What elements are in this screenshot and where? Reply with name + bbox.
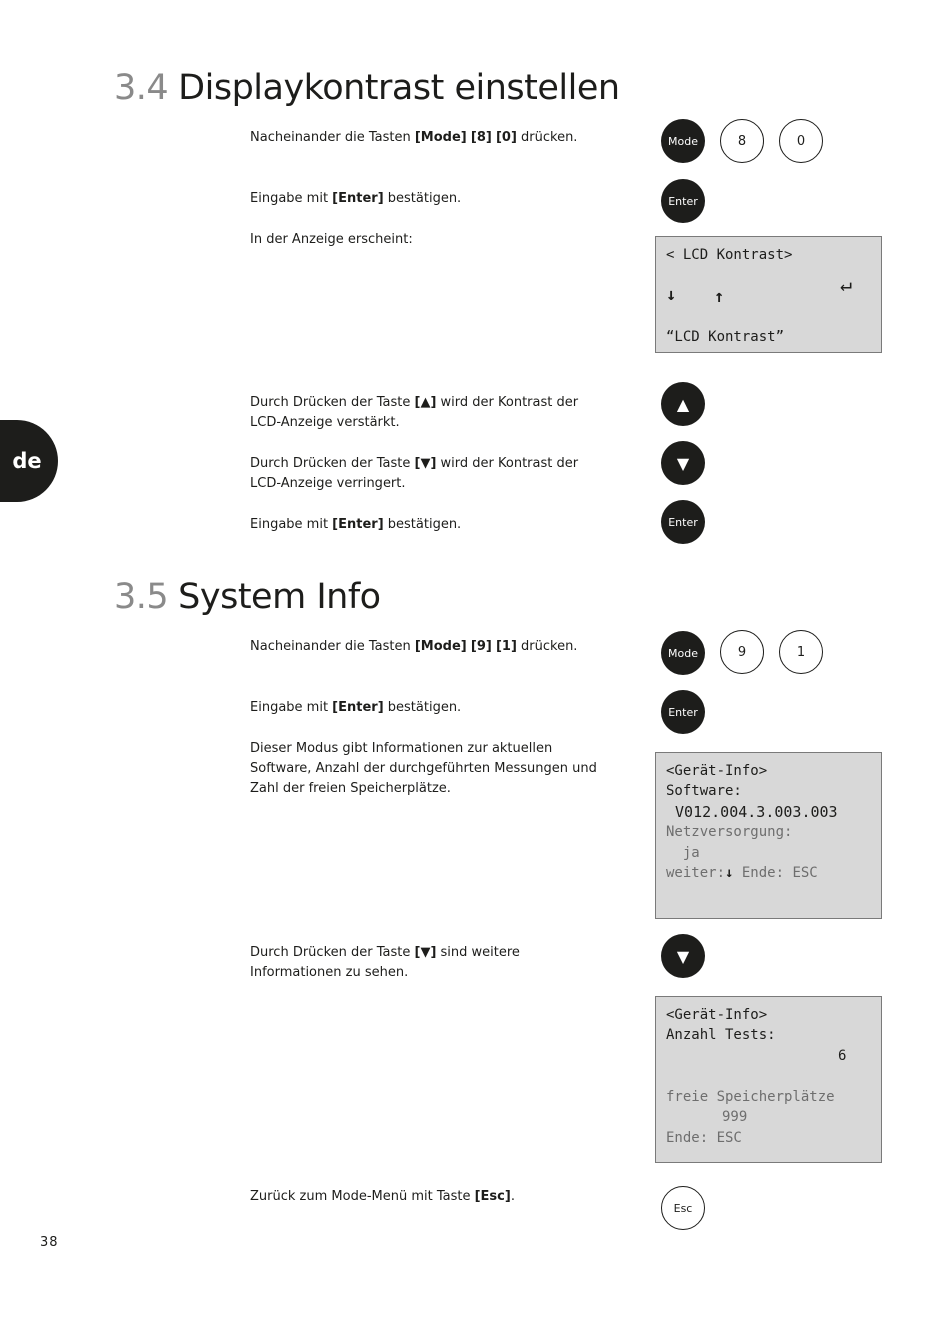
arrow-down-icon: ↓ bbox=[666, 285, 677, 305]
instruction-press-mode-8-0: Nacheinander die Tasten [Mode] [8] [0] drücken. bbox=[250, 130, 578, 145]
instruction-display-shows: In der Anzeige erscheint: bbox=[250, 232, 413, 247]
arrow-down-icon: ↓ bbox=[725, 865, 734, 881]
section-title: System Info bbox=[178, 577, 381, 617]
triangle-up-icon: ▲ bbox=[676, 394, 690, 414]
lcd-system-info-display-2 bbox=[655, 996, 882, 1163]
down-arrow-key-2 bbox=[661, 934, 705, 978]
lcd-line: freie Speicherplätze bbox=[666, 1089, 835, 1105]
lcd-free-slots: 999 bbox=[722, 1109, 748, 1125]
language-tab bbox=[0, 420, 58, 502]
enter-return-icon: ↵ bbox=[840, 272, 853, 296]
instruction-confirm-enter-2: Eingabe mit [Enter] bestätigen. bbox=[250, 517, 462, 532]
instruction-increase-contrast: Durch Drücken der Taste [▲] wird der Kontrast der LCD-Anzeige verstärkt. bbox=[250, 395, 579, 430]
language-tab-label: de bbox=[12, 449, 42, 473]
instruction-back-esc: Zurück zum Mode-Menü mit Taste [Esc]. bbox=[250, 1189, 515, 1204]
lcd-line: < LCD Kontrast> bbox=[666, 247, 793, 263]
key-9: 9 bbox=[720, 630, 764, 674]
enter-key-3: Enter bbox=[661, 690, 705, 734]
triangle-down-icon: ▼ bbox=[676, 946, 690, 966]
down-arrow-key bbox=[661, 441, 705, 485]
section-number: 3.5 bbox=[114, 577, 169, 617]
system-info-description: Dieser Modus gibt Informationen zur aktuellen Software, Anzahl der durchgeführten Messungen und Zahl der freien Speicherplätze. bbox=[250, 741, 597, 796]
lcd-line: ja bbox=[666, 845, 700, 861]
section-title: Displaykontrast einstellen bbox=[178, 68, 620, 108]
mode-key: Mode bbox=[661, 631, 705, 675]
lcd-line: Ende: ESC bbox=[666, 1130, 742, 1146]
section-3-4-heading bbox=[114, 68, 620, 108]
lcd-line: <Gerät-Info> bbox=[666, 763, 768, 779]
page-number: 38 bbox=[40, 1235, 59, 1250]
triangle-down-icon: ▼ bbox=[676, 453, 690, 473]
lcd-line: <Gerät-Info> bbox=[666, 1007, 768, 1023]
instruction-more-info: Durch Drücken der Taste [▼] sind weitere Informationen zu sehen. bbox=[250, 945, 520, 980]
lcd-contrast-display bbox=[655, 236, 882, 353]
enter-key-2: Enter bbox=[661, 500, 705, 544]
esc-key: Esc bbox=[661, 1186, 705, 1230]
up-arrow-key bbox=[661, 382, 705, 426]
instruction-confirm-enter-3: Eingabe mit [Enter] bestätigen. bbox=[250, 700, 462, 715]
instruction-confirm-enter: Eingabe mit [Enter] bestätigen. bbox=[250, 191, 462, 206]
key-1: 1 bbox=[779, 630, 823, 674]
key-0: 0 bbox=[779, 119, 823, 163]
enter-key: Enter bbox=[661, 179, 705, 223]
lcd-line: “LCD Kontrast” bbox=[666, 329, 785, 345]
arrow-up-icon: ↑ bbox=[714, 287, 725, 307]
instruction-decrease-contrast: Durch Drücken der Taste [▼] wird der Kontrast der LCD-Anzeige verringert. bbox=[250, 456, 579, 491]
section-3-5-heading bbox=[114, 577, 381, 617]
section-number: 3.4 bbox=[114, 68, 169, 108]
instruction-press-mode-9-1: Nacheinander die Tasten [Mode] [9] [1] drücken. bbox=[250, 639, 578, 654]
lcd-system-info-display bbox=[655, 752, 882, 919]
key-8: 8 bbox=[720, 119, 764, 163]
lcd-test-count: 6 bbox=[838, 1048, 847, 1064]
lcd-line: Netzversorgung: bbox=[666, 824, 793, 840]
mode-key: Mode bbox=[661, 119, 705, 163]
lcd-line: Anzahl Tests: bbox=[666, 1027, 776, 1043]
lcd-line: V012.004.3.003.003 bbox=[666, 803, 838, 821]
lcd-line: Software: bbox=[666, 783, 742, 799]
lcd-line-next: weiter:↓ Ende: ESC bbox=[666, 865, 818, 881]
